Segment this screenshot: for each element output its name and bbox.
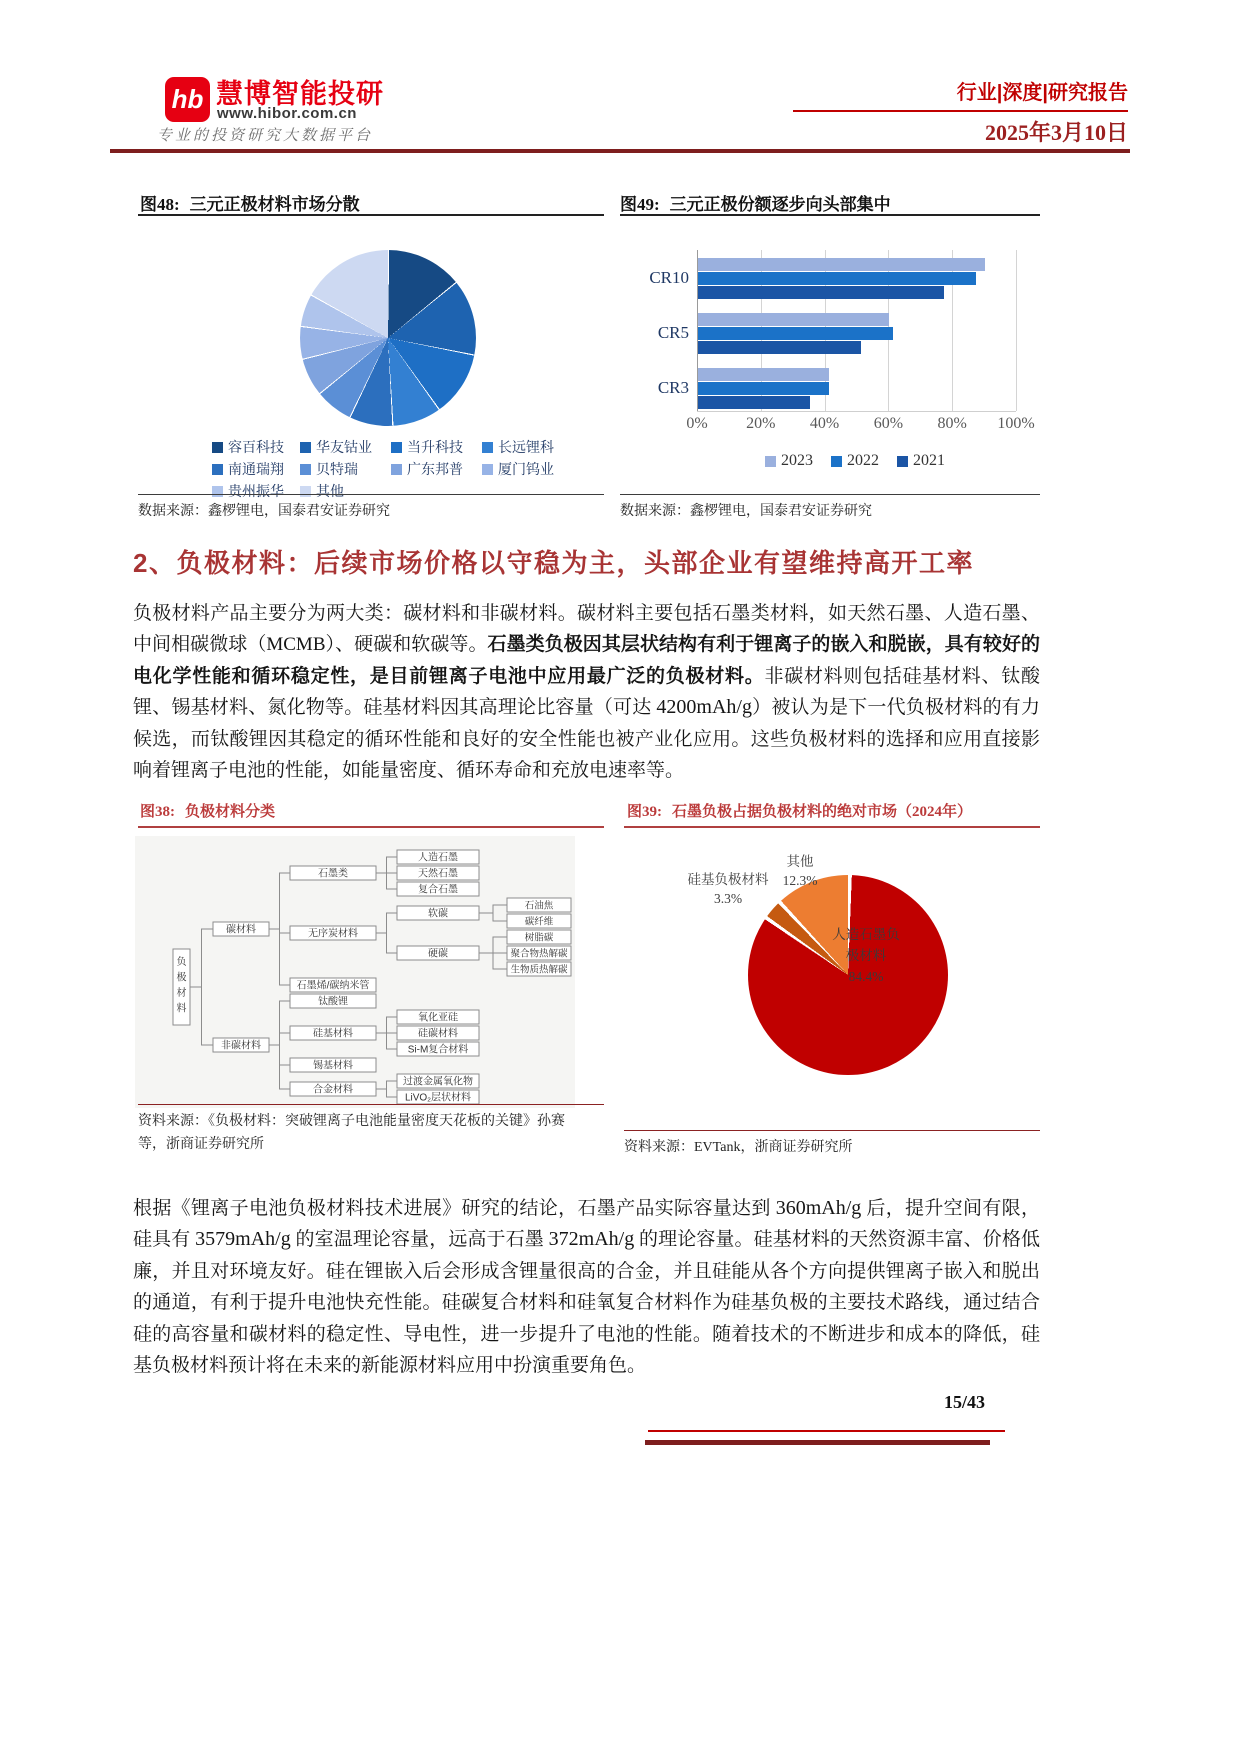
brand-logo-icon: hb [165,77,210,122]
fig48-title-text: 三元正极材料市场分散 [189,195,360,214]
tree-node-label: 树脂碳 [524,932,554,944]
tree-diagram-svg [135,836,575,1108]
body-paragraph-1 [133,598,1040,786]
fig38-source [138,1104,604,1156]
legend-label: 华友钴业 [316,441,372,456]
callout-line: 硅基负极材料 [687,872,769,887]
tree-node [507,914,571,928]
tree-node-label: 硅基材料 [313,1028,353,1040]
anode-material-classification-diagram [135,836,575,1108]
text-segment: 石墨类负极因其层状结构有利于锂离子的嵌入和脱嵌，具有较好的电化学性能和循环稳定性，是目前锂离子电池中应用最广泛的负极材料。 [133,634,1040,687]
header-red-rule [793,110,1128,112]
tree-node [397,946,479,960]
report-date: 2025年3月10日 [984,120,1128,145]
legend-item [300,459,358,479]
legend-item [482,437,554,457]
brand-tagline: 专业的投资研究大数据平台 [157,128,374,144]
legend-swatch [391,442,402,453]
legend-label: 2021 [913,452,945,469]
fig39-title-text: 石墨负极占据负极材料的绝对市场（2024年） [672,804,973,820]
tree-node [397,1042,479,1056]
tree-node-label: Si-M复合材料 [407,1044,469,1056]
category-label: CR5 [657,323,689,342]
fig48-legend [210,430,554,500]
tree-node-label: 碳纤维 [524,916,554,928]
brand-url: www.hibor.com.cn [217,105,357,122]
callout-line: 人造石墨负 [832,927,900,942]
legend-item [212,437,284,457]
tree-node-label: 聚合物热解碳 [510,948,568,960]
legend-label: 2022 [847,452,879,469]
legend-item [482,459,554,479]
tree-node [290,1082,376,1096]
bar-CR3-2021 [698,396,810,409]
category-label: CR3 [657,378,689,397]
tree-node [290,866,376,880]
tree-node-label: 硅碳材料 [418,1028,458,1040]
fig49-title-rule [620,214,1040,216]
callout-line: 极材料 [845,948,887,963]
callout-line: 12.3% [782,873,818,888]
report-type-label: 行业|深度|研究报告 [956,82,1128,104]
x-tick-label: 100% [997,415,1035,432]
tree-node [507,930,571,944]
tree-node [397,1074,479,1088]
bar-CR5-2023 [698,313,889,326]
legend-swatch [212,442,223,453]
bar-CR3-2023 [698,368,829,381]
tree-node [397,866,479,880]
fig38-title-text: 负极材料分类 [185,804,276,820]
bar-CR10-2021 [698,286,944,299]
tree-node-label: 碳材料 [226,924,256,936]
tree-node-label: 石墨类 [318,868,348,880]
bar-CR5-2021 [698,341,861,354]
legend-item [897,452,945,470]
fig49-category-labels [607,250,689,411]
fig39-title-rule [624,826,1040,828]
legend-item [300,437,372,457]
tree-node [213,1038,269,1052]
legend-label: 2023 [781,452,813,469]
legend-item [391,437,463,457]
bar-CR10-2023 [698,258,985,271]
tree-node-label: 复合石墨 [418,884,458,896]
tree-node-label: 生物质热解碳 [510,964,568,976]
fig38-source-line1: 资料来源：《负极材料：突破锂离子电池能量密度天花板的关键》孙赛 [138,1114,565,1129]
legend-label: 其他 [316,485,344,500]
legend-label: 容百科技 [228,441,284,456]
callout-line: 其他 [786,854,814,869]
text-segment: 的理论容量。硅基材料的天然资源丰富、价格低廉，并且对环境友好。硅在锂嵌入后会形成含锂量很高的合金，并且硅能从各个方向提供锂离子嵌入和脱出的通道，有利于提升电池快充性能。硅碳复合材料和硅氧复合材料作为硅基负极的主要技术路线，通过结合硅的高容量和碳材料的稳定性、导电性，进一步提升了电池的性能。随着技术的不断进步和成本的降低，硅基负极材料预计将在未来的新能源材料应用中扮演重要角色。 [133,1229,1040,1377]
tree-node [397,882,479,896]
tree-node-label: 软碳 [428,908,448,920]
x-tick-label: 40% [809,415,840,432]
text-segment: 360mAh/g [775,1197,862,1219]
text-segment: 根据《锂离子电池负极材料技术进展》研究的结论，石墨产品实际容量达到 [133,1198,776,1219]
legend-swatch [482,464,493,475]
legend-swatch [897,456,908,467]
tree-node [397,906,479,920]
tree-node-label: 石油焦 [524,900,554,912]
tree-node-label: 石墨烯/碳纳米管 [296,980,370,992]
legend-swatch [300,442,311,453]
legend-item [765,452,813,470]
tree-node [290,978,376,992]
legend-swatch [212,464,223,475]
tree-node [290,1058,376,1072]
text-segment: 非碳材料则包括硅基材料、钛酸锂、锡基材料、氮化物等。硅基材料因其高理论比容量（可达 [133,665,1040,719]
text-segment: ）被认为是下一代负极材料的有力候选，而钛酸锂因其稳定的循环性能和良好的安全性能也被产业化应用。这些负极材料的选择和应用直接影响着锂离子电池的性能，如能量密度、循环寿命和充放电速率等。 [133,697,1040,782]
legend-label: 广东邦普 [407,463,463,478]
fig39-callout-graphite [818,924,914,987]
tree-node [290,1026,376,1040]
fig39-callout-silicon [676,870,780,908]
tree-node-label: 合金材料 [313,1084,353,1096]
tree-node-label: 人造石墨 [418,852,458,864]
legend-swatch [300,464,311,475]
page-number: 15/43 [943,1392,985,1412]
footer-thin-rule [648,1430,1005,1432]
fig49-label: 图49: [620,195,660,214]
text-segment: 372mAh/g [548,1228,635,1251]
callout-line: 3.3% [713,891,743,906]
tree-node-label: 天然石墨 [418,868,458,880]
pie-chart-ternary-cathode-share [300,250,476,426]
legend-label: 长远锂科 [498,441,554,456]
tree-node-label: 硬碳 [428,948,448,960]
gridline [1016,250,1017,411]
tree-node [290,994,376,1008]
tree-node-label: 氧化亚硅 [418,1012,458,1024]
legend-item [831,452,879,470]
fig39-source: 资料来源：EVTank，浙商证券研究所 [624,1130,1040,1156]
tree-node [507,946,571,960]
callout-line: 84.4% [848,969,884,984]
legend-swatch [831,456,842,467]
tree-node [507,962,571,976]
x-tick-label: 80% [937,415,967,432]
tree-node [173,949,190,1025]
category-label: CR10 [649,268,689,287]
fig49-source: 数据来源：鑫椤锂电，国泰君安证券研究 [620,494,1040,520]
bar-CR10-2022 [698,272,976,285]
legend-label: 贝特瑞 [316,463,358,478]
legend-label: 贵州振华 [228,485,284,500]
fig49-title-text: 三元正极份额逐步向头部集中 [669,195,891,214]
tree-node [290,926,376,940]
fig38-title-rule [138,826,604,828]
bar-CR3-2022 [698,382,829,395]
fig49-legend [690,452,1020,470]
bar-chart-cr-concentration [697,250,1016,412]
fig49-title [620,190,891,215]
fig39-label: 图39: [627,804,662,820]
tree-node-label: 过渡金属氧化物 [403,1076,473,1088]
legend-label: 当升科技 [407,441,463,456]
tree-node-label: 钛酸锂 [318,996,348,1008]
fig48-title-rule [138,214,604,216]
tree-node-label: 无序炭材料 [308,928,358,940]
tree-node [397,850,479,864]
x-tick-label: 20% [746,415,776,432]
tree-node-label: LiVO₂层状材料 [404,1092,472,1104]
legend-item [212,459,284,479]
brand-name: 慧博智能投研 [216,79,384,109]
text-segment: 4200mAh/g [656,696,752,719]
tree-node-label: 非碳材料 [221,1040,261,1052]
legend-item [391,459,463,479]
tree-node [397,1026,479,1040]
x-tick-label: 60% [873,415,904,432]
fig49-x-axis-ticks [686,415,1035,435]
fig38-label: 图38: [140,804,175,820]
fig39-title [627,800,972,821]
fig48-title [140,190,360,215]
tree-node [507,898,571,912]
legend-swatch [765,456,776,467]
tree-node [213,922,269,936]
legend-label: 南通瑞翔 [228,463,284,478]
text-segment: 后，提升空间有限，硅具有 [133,1198,1040,1251]
tree-node [397,1010,479,1024]
tree-node-label: 锡基材料 [313,1060,353,1072]
legend-swatch [391,464,402,475]
legend-swatch [482,442,493,453]
header-divider [110,149,1130,153]
text-segment: 的室温理论容量，远高于石墨 [290,1229,549,1251]
body-paragraph-2 [133,1193,1040,1381]
fig38-source-line2: 等，浙商证券研究所 [138,1137,264,1152]
text-segment: 负极材料产品主要分为两大类：碳材料和非碳材料。碳材料主要包括石墨类材料，如天然石墨、人造石墨、中间相碳微球（MCMB）、硬碳和软碳等。 [133,603,1040,656]
fig48-label: 图48: [140,195,180,214]
legend-label: 厦门钨业 [498,463,554,478]
bar-CR5-2022 [698,327,893,340]
tree-node-label: 负极材料 [176,957,187,1015]
fig38-title [140,800,275,821]
section-heading: 2、负极材料：后续市场价格以守稳为主，头部企业有望维持高开工率 [133,548,974,578]
footer-thick-rule [645,1440,990,1445]
fig48-source: 数据来源：鑫椤锂电，国泰君安证券研究 [138,494,604,520]
text-segment: 3579mAh/g [195,1228,291,1251]
tree-node [397,1090,479,1104]
x-tick-label: 0% [686,415,708,432]
